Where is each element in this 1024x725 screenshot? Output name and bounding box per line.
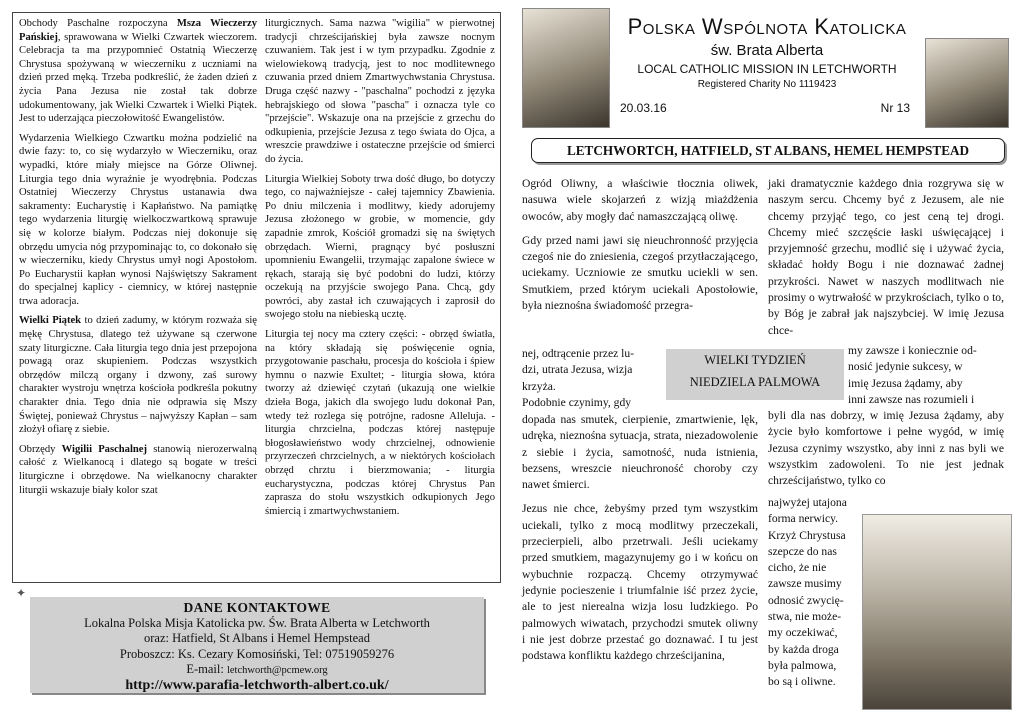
text: stanowią nierozerwalną całość z Wielkanocą i dlatego są bogate w treści liturgiczne i obrzędowe. Na wielkanocny charakter liturgii wskazuje biały kolor szat xyxy=(19,443,257,496)
text-line: dzi, utrata Jezusa, wizja xyxy=(522,363,633,377)
christ-portrait-image xyxy=(925,38,1009,128)
text-line: najwyżej utajona xyxy=(768,496,847,509)
text-line: forma nerwicy. xyxy=(768,512,839,526)
text-line: cicho, że nie xyxy=(768,561,827,575)
email-label: E-mail: xyxy=(186,662,227,677)
text-line: my zawsze i koniecznie od- xyxy=(848,344,977,357)
paragraph: jaki dramatycznie każdego dnia rozgrywa się w naszym sercu. Chcemy być z Jezusem, ale nie chcemy przyjąć tego, co jest ceną tej drogi. Chcemy mieć szczęście łaski uświęcającej i przyjemność grzechu, modlić się i używać życia, składać hołdy Bogu i nie doznawać żadnej przykrości. Nawet w naszych modlitwach nie prosimy o wytrwałość w przykrościach, tylko o to, by Bóg je zabrał jak najszybciej. W imię Jezusa chce- xyxy=(768,177,1004,337)
right-column-1-lower xyxy=(522,412,758,664)
text-line: inni zawsze nas rozumieli i xyxy=(848,392,975,406)
bold-text: Msza Wieczerzy Pańskiej xyxy=(19,18,258,43)
contact-line: Lokalna Polska Misja Katolicka pw. Św. Brata Alberta w Letchworth xyxy=(84,616,430,630)
text-line: była palmowa, xyxy=(768,658,837,672)
brother-albert-portrait-image xyxy=(522,8,610,128)
contact-title: DANE KONTAKTOWE xyxy=(183,600,331,615)
text-line: imię Jezusa żądamy, aby xyxy=(848,376,963,390)
page-title: Polska Wspólnota Katolicka xyxy=(627,14,907,39)
right-column-2 xyxy=(768,176,1004,339)
holy-week-box xyxy=(666,349,844,400)
text: Obchody Paschalne rozpoczyna xyxy=(19,18,177,29)
website-link[interactable]: http://www.parafia-letchworth-albert.co.uk/ xyxy=(125,678,389,694)
charity-number: Registered Charity No 1119423 xyxy=(697,79,837,90)
text-line: bo są i oliwne. xyxy=(768,675,836,689)
text-line: odnosić zwycię- xyxy=(768,593,844,607)
holy-week-title: WIELKI TYDZIEŃ xyxy=(704,353,806,367)
text: , sprawowana w Wielki Czwartek wieczorem. Celebracja ta ma przypomnieć Ostatnią Wieczerzę Chrystusa spożywaną w wieczerniku z uczniami na dzień przed męką. Trzeba podkreślić, że żaden dzień z życia Pana Jezusa nie został tak dobrze udokumentowany, jak Wielki Czwartek i Wielki Piątek. Jest to uderzająca pieczołowitość Ewangelistów. xyxy=(19,31,257,125)
right-column-2-narrow-bottom xyxy=(768,495,858,691)
right-column-1 xyxy=(522,176,758,314)
left-column-2 xyxy=(265,17,495,524)
contact-box xyxy=(30,597,484,693)
right-column-2-narrow xyxy=(848,343,1004,408)
text-line: Podobnie czynimy, gdy xyxy=(522,395,632,409)
issue-date: 20.03.16 xyxy=(620,101,667,115)
paragraph xyxy=(19,17,257,126)
left-column-1 xyxy=(19,17,257,503)
paragraph xyxy=(19,443,257,497)
text-line: krzyża. xyxy=(522,379,556,393)
text: Obrzędy xyxy=(19,443,62,455)
text-line: my oczekiwać, xyxy=(768,626,838,640)
paragraph xyxy=(19,314,257,436)
paragraph: Jezus nie chce, żebyśmy przed tym wszystkim uciekali, tylko z mocą modlitwy przeczekali, przecierpieli, albo przetrwali. Jeśli uciekamy przed smutkiem, magazynujemy go i w końcu on wybuchnie rozpaczą. Chcemy otrzymywać jedynie pocieszenie i triumfalnie iść przez życie, ale to jest nierealna wizja losu ludzkiego. Po palmowych wiwatach, przychodzi smutek oliwny i nie jest dobrze przestać go doznawać. I tu jest podstawa konfliktu każdego chrześcijanina, xyxy=(522,502,758,663)
text-line: nosić jedynie sukcesy, w xyxy=(848,360,963,374)
locations-banner: LETCHWORTCH, HATFIELD, ST ALBANS, HEMEL HEMPSTEAD xyxy=(531,138,1005,163)
contact-email xyxy=(30,662,484,677)
paragraph: Liturgia Wielkiej Soboty trwa dość długo, bo dotyczy tego, co najważniejsze - całej tajemnicy Zbawienia. Po dniu milczenia i modlitwy, kiedy adorujemy Jezusa złożonego w grobie, w momencie, gdy zapadnie zmrok, Kościół gromadzi się na świętych obrzędach. Wierni, pragnący być posłuszni upomnieniu Ewangelii, trzymając zapalone świece w rękach, starają się być podobni do ludzi, którzy oczekują na przyjście swojego Pana. Chcą, gdy powróci, aby zastał ich czuwających i zaprosił do swojego stołu na niebieską ucztę. xyxy=(265,173,495,321)
left-article-box xyxy=(12,12,501,583)
paragraph: Wydarzenia Wielkiego Czwartku można podzielić na dwie fazy: to, co się wydarzyło w Wieczerniku, oraz wypadki, które miały miejsce na Górze Oliwnej. Liturgia tego dnia wyraźnie je wyodrębnia. Podczas Ostatniej Wieczerzy Chrystus ustanawia dwa sakramenty: Eucharystię i Kapłaństwo. Na pamiątkę tego wydarzenia liturgię wielkoczwartkową sprawuje się w kolorze białym. Podczas niej dokonuje się obrzędu umycia nóg przypominając to, co dokonało się w wieczerniku, kiedy Chrystus umył nogi Apostołom. Po Eucharystii kapłan wynosi Najświętszy Sakrament do specjalnej kaplicy - ciemnicy, w której następnie trwa adoracja. xyxy=(19,132,257,307)
contact-line: oraz: Hatfield, St Albans i Hemel Hempstead xyxy=(144,631,370,646)
text-line: stwa, nie może- xyxy=(768,610,842,624)
text: to dzień zadumy, w którym rozważa się mękę Chrystusa, dlatego też używane są czerwone szaty liturgiczne. Cała liturgia tego dnia jest przepojona powagą oraz skupieniem. Podczas wszystkich obrzędów milczą organy i dzwony, zaś surowy charakter wystroju wnętrza kościoła podkreśla pokutny charakter dnia. Tego dnia nie odprawia się Mszy Świętej, ponieważ Chrystus – najwyższy Kapłan – sam złożył ofiarę z siebie. xyxy=(19,315,257,436)
paragraph: byli dla nas dobrzy, w imię Jezusa żądamy, aby życie było komfortowe i pełne wygód, w imię Jezusa czynimy wszystko, aby inni z nas byli we wszystkim zadowoleni. To nie jest jednak chrześcijaństwo, tylko co xyxy=(768,409,1004,488)
bold-text: Wigilii Paschalnej xyxy=(61,443,148,455)
text-line: nej, odtrącenie przez lu- xyxy=(522,347,635,360)
text-line: szepcze do nas xyxy=(768,544,837,558)
right-column-1-narrow xyxy=(522,346,662,411)
masthead xyxy=(612,14,922,90)
text-line: Krzyż Chrystusa xyxy=(768,528,846,542)
paragraph: Gdy przed nami jawi się nieuchronność przyjęcia czegoś nie do zniesienia, czegoś przytłaczającego, uciekamy. Uczniowie ze smutku uciekli w sen. Smutkiem, przed którym uciekali Apostołowie, była nieznośna świadomość przegra- xyxy=(522,233,758,313)
palm-sunday-illustration-image xyxy=(862,514,1012,710)
page-subtitle: św. Brata Alberta xyxy=(710,42,824,59)
paragraph: Ogród Oliwny, a właściwie tłocznia oliwek, nasuwa wiele skojarzeń z wizją miażdżenia owoców, aby mogły dać namaszczającą oliwę. xyxy=(522,177,758,223)
star-icon: ✦ xyxy=(16,586,27,600)
right-column-2-lower xyxy=(768,408,1004,489)
contact-line: Proboszcz: Ks. Cezary Komosiński, Tel: 07519059276 xyxy=(119,646,395,661)
email-link[interactable]: letchworth@pcmew.org xyxy=(226,665,328,677)
paragraph: Liturgia tej nocy ma cztery części: - obrzęd światła, na który składają się poświęcenie ognia, przygotowanie paschału, procesja do kościoła i śpiew hymnu o nazwie Exultet; - liturgia słowa, która tworzy aż dziewięć czytań (ukazują one wielkie dzieła Boga, jakich dla swojego ludu dokonał Pan, wtedy też rozlega się potrójne, radosne Alleluja. - liturgia chrzcielna, podczas której następuje błogosławieństwo wody chrzcielnej, odnowienie przyrzeczeń chrzcielnych, a w niektórych kościołach obrzęd chrztu i bierzmowania; - liturgia eucharystyczna, podczas której Chrystus Pan zaprasza do stołu wszystkich odkupionych Jego śmiercią i zmartwychwstaniem. xyxy=(265,329,495,517)
palm-sunday-title: NIEDZIELA PALMOWA xyxy=(689,375,821,389)
issue-bar xyxy=(620,101,910,115)
text-line: by każda droga xyxy=(768,642,839,656)
paragraph: dopada nas smutek, cierpienie, zmartwienie, lęk, udręka, nieznośna sytuacja, strata, niezadowolenie z siebie i życia, samotność, nuda istnienia, bezsens, wreszcie nieuchroność choroby czy nawet śmierci. xyxy=(522,413,758,492)
text-line: zawsze musimy xyxy=(768,577,842,591)
bold-text: Wielki Piątek xyxy=(19,315,82,327)
mission-name: LOCAL CATHOLIC MISSION IN LETCHWORTH xyxy=(637,62,897,76)
issue-number: Nr 13 xyxy=(880,101,910,115)
paragraph: liturgicznych. Sama nazwa "wigilia" w pierwotnej tradycji chrześcijańskiej była zawsze nocnym czuwaniem. Tak jest i w tym przypadku. Zgodnie z wielowiekową tradycją, jest to noc modlitewnego czuwania przed dniem Zmartwychwstania Chrystusa. Druga część nazwy - "paschalna" pochodzi z języka hebrajskiego od słowa "pascha" i oznacza tyle co "przejście". Wskazuje ona na przejście z grzechu do odkupienia, przejście Jezusa z tego świata do Ojca, a wreszcie prawdziwe i ostateczne przejście od śmierci do życia. xyxy=(265,18,495,165)
